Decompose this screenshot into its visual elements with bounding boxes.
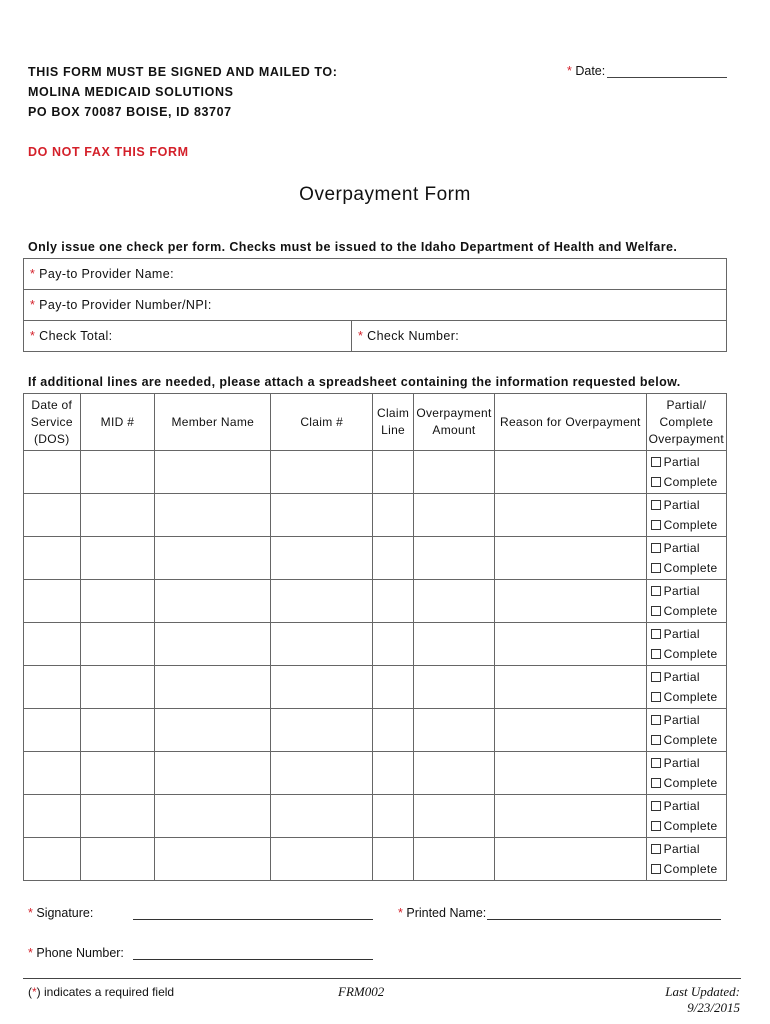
required-marker: * [30, 298, 36, 312]
checkbox-icon[interactable] [651, 778, 661, 788]
mid-cell[interactable] [80, 451, 155, 494]
date-line [607, 77, 727, 78]
partial-complete-cell [646, 838, 726, 881]
complete-label: Complete [663, 475, 718, 489]
checkbox-icon[interactable] [651, 629, 661, 639]
partial-complete-cell [646, 451, 726, 494]
mail-to-text: THIS FORM MUST BE SIGNED AND MAILED TO: [28, 65, 338, 79]
checkbox-icon[interactable] [651, 477, 661, 487]
required-marker: * [30, 267, 36, 281]
claim-cell[interactable] [271, 537, 373, 580]
dos-cell[interactable] [24, 451, 81, 494]
partial-option[interactable] [647, 581, 726, 601]
last-updated: Last Updated: 9/23/2015 [665, 984, 740, 1015]
partial-complete-cell [646, 795, 726, 838]
amount-cell[interactable] [414, 795, 495, 838]
mid-cell[interactable] [80, 537, 155, 580]
table-row [24, 838, 727, 881]
claim-cell[interactable] [271, 795, 373, 838]
complete-label: Complete [663, 819, 718, 833]
checkbox-icon[interactable] [651, 715, 661, 725]
additional-lines-note: If additional lines are needed, please attach a spreadsheet containing the information requested below. [28, 375, 681, 389]
dos-cell[interactable] [24, 709, 81, 752]
amount-cell[interactable] [414, 709, 495, 752]
reason-cell[interactable] [494, 666, 646, 709]
member-name-cell[interactable] [155, 752, 271, 795]
dos-cell[interactable] [24, 752, 81, 795]
reason-cell[interactable] [494, 580, 646, 623]
reason-cell[interactable] [494, 494, 646, 537]
footer-divider [23, 978, 741, 979]
claim-line-cell[interactable] [373, 752, 414, 795]
member-name-cell[interactable] [155, 838, 271, 881]
required-marker: * [398, 906, 403, 920]
reason-cell[interactable] [494, 537, 646, 580]
reason-cell[interactable] [494, 838, 646, 881]
partial-option[interactable] [647, 839, 726, 859]
required-note-text: indicates a required field [44, 985, 175, 999]
complete-option[interactable] [647, 558, 726, 578]
table-row [24, 537, 727, 580]
mid-cell[interactable] [80, 795, 155, 838]
claim-line-cell[interactable] [373, 494, 414, 537]
checkbox-icon[interactable] [651, 672, 661, 682]
phone-label: Phone Number: [36, 946, 124, 960]
required-marker: * [30, 329, 36, 343]
signature-field[interactable] [28, 906, 93, 920]
complete-option[interactable] [647, 515, 726, 535]
complete-label: Complete [663, 776, 718, 790]
partial-option[interactable] [647, 796, 726, 816]
amount-cell[interactable] [414, 537, 495, 580]
claim-line-cell[interactable] [373, 537, 414, 580]
amount-cell[interactable] [414, 623, 495, 666]
complete-option[interactable] [647, 601, 726, 621]
member-name-cell[interactable] [155, 795, 271, 838]
mid-cell[interactable] [80, 494, 155, 537]
dos-cell[interactable] [24, 580, 81, 623]
checkbox-icon[interactable] [651, 520, 661, 530]
partial-option[interactable] [647, 452, 726, 472]
claim-cell[interactable] [271, 838, 373, 881]
provider-number-cell[interactable] [24, 290, 727, 321]
claim-cell[interactable] [271, 623, 373, 666]
partial-label: Partial [663, 498, 700, 512]
table-row [24, 623, 727, 666]
provider-name-label: Pay-to Provider Name: [39, 267, 174, 281]
reason-cell[interactable] [494, 795, 646, 838]
member-name-cell[interactable] [155, 537, 271, 580]
col-dos: Date of Service (DOS) [24, 394, 81, 451]
col-member-name: Member Name [155, 394, 271, 451]
partial-complete-cell [646, 666, 726, 709]
required-note: (*) indicates a required field [28, 985, 175, 999]
reason-cell[interactable] [494, 709, 646, 752]
partial-complete-cell [646, 580, 726, 623]
mid-cell[interactable] [80, 752, 155, 795]
amount-cell[interactable] [414, 666, 495, 709]
mailing-address: PO BOX 70087 BOISE, ID 83707 [28, 105, 232, 119]
amount-cell[interactable] [414, 838, 495, 881]
col-reason: Reason for Overpayment [494, 394, 646, 451]
checkbox-icon[interactable] [651, 649, 661, 659]
partial-complete-cell [646, 537, 726, 580]
partial-complete-cell [646, 709, 726, 752]
complete-label: Complete [663, 690, 718, 704]
signature-label: Signature: [36, 906, 94, 920]
table-row [24, 795, 727, 838]
amount-cell[interactable] [414, 494, 495, 537]
claim-cell[interactable] [271, 580, 373, 623]
mail-to-heading [28, 62, 338, 122]
complete-label: Complete [663, 604, 718, 618]
complete-option[interactable] [647, 773, 726, 793]
date-label: Date: [575, 64, 606, 78]
checkbox-icon[interactable] [651, 606, 661, 616]
required-marker: * [28, 946, 33, 960]
member-name-cell[interactable] [155, 666, 271, 709]
claim-cell[interactable] [271, 494, 373, 537]
check-total-label: Check Total: [39, 329, 113, 343]
table-row [24, 580, 727, 623]
provider-name-row[interactable] [24, 259, 727, 290]
checkbox-icon[interactable] [651, 500, 661, 510]
check-total-cell[interactable] [24, 321, 352, 352]
check-number-label: Check Number: [367, 329, 460, 343]
checkbox-icon[interactable] [651, 821, 661, 831]
complete-label: Complete [663, 518, 718, 532]
table-row [24, 494, 727, 537]
complete-option[interactable] [647, 472, 726, 492]
partial-option[interactable] [647, 753, 726, 773]
checkbox-icon[interactable] [651, 457, 661, 467]
reason-cell[interactable] [494, 451, 646, 494]
checkbox-icon[interactable] [651, 735, 661, 745]
checkbox-icon[interactable] [651, 563, 661, 573]
dos-cell[interactable] [24, 666, 81, 709]
printed-name-line [487, 919, 721, 920]
claim-line-cell[interactable] [373, 709, 414, 752]
col-mid: MID # [80, 394, 155, 451]
claim-cell[interactable] [271, 451, 373, 494]
claim-line-cell[interactable] [373, 580, 414, 623]
table-row [24, 451, 727, 494]
complete-option[interactable] [647, 859, 726, 879]
provider-name-cell[interactable] [24, 259, 727, 290]
complete-label: Complete [663, 733, 718, 747]
partial-option[interactable] [647, 624, 726, 644]
overpayment-lines-table [23, 393, 727, 881]
partial-complete-cell [646, 494, 726, 537]
complete-option[interactable] [647, 816, 726, 836]
check-number-cell[interactable] [352, 321, 727, 352]
member-name-cell[interactable] [155, 451, 271, 494]
dos-cell[interactable] [24, 623, 81, 666]
reason-cell[interactable] [494, 752, 646, 795]
complete-option[interactable] [647, 730, 726, 750]
table-row [24, 666, 727, 709]
partial-label: Partial [663, 756, 700, 770]
required-marker: * [32, 985, 37, 999]
claim-cell[interactable] [271, 709, 373, 752]
partial-label: Partial [663, 541, 700, 555]
amount-cell[interactable] [414, 580, 495, 623]
no-fax-warning: DO NOT FAX THIS FORM [28, 145, 189, 159]
claim-line-cell[interactable] [373, 666, 414, 709]
partial-label: Partial [663, 584, 700, 598]
check-row[interactable] [24, 321, 727, 352]
checkbox-icon[interactable] [651, 543, 661, 553]
member-name-cell[interactable] [155, 580, 271, 623]
provider-number-row[interactable] [24, 290, 727, 321]
partial-option[interactable] [647, 710, 726, 730]
phone-field[interactable] [28, 946, 124, 960]
required-marker: * [567, 64, 572, 78]
complete-label: Complete [663, 561, 718, 575]
member-name-cell[interactable] [155, 494, 271, 537]
partial-complete-cell [646, 752, 726, 795]
complete-option[interactable] [647, 687, 726, 707]
required-marker: * [358, 329, 364, 343]
member-name-cell[interactable] [155, 709, 271, 752]
provider-info-table [23, 258, 727, 352]
partial-label: Partial [663, 627, 700, 641]
organization-name: MOLINA MEDICAID SOLUTIONS [28, 85, 234, 99]
partial-option[interactable] [647, 495, 726, 515]
col-partial-complete: Partial/ Complete Overpayment [646, 394, 726, 451]
date-field[interactable] [567, 64, 605, 78]
checkbox-icon[interactable] [651, 801, 661, 811]
phone-line [133, 959, 373, 960]
table-row [24, 709, 727, 752]
mid-cell[interactable] [80, 709, 155, 752]
claim-line-cell[interactable] [373, 838, 414, 881]
reason-cell[interactable] [494, 623, 646, 666]
table-header-row [24, 394, 727, 451]
checkbox-icon[interactable] [651, 586, 661, 596]
signature-line [133, 919, 373, 920]
complete-label: Complete [663, 647, 718, 661]
checkbox-icon[interactable] [651, 758, 661, 768]
member-name-cell[interactable] [155, 623, 271, 666]
form-code: FRM002 [338, 984, 385, 999]
checkbox-icon[interactable] [651, 864, 661, 874]
col-claim-line: Claim Line [373, 394, 414, 451]
col-overpayment-amount: Overpayment Amount [414, 394, 495, 451]
complete-label: Complete [663, 862, 718, 876]
amount-cell[interactable] [414, 451, 495, 494]
dos-cell[interactable] [24, 795, 81, 838]
partial-label: Partial [663, 455, 700, 469]
mid-cell[interactable] [80, 666, 155, 709]
mid-cell[interactable] [80, 580, 155, 623]
dos-cell[interactable] [24, 537, 81, 580]
mid-cell[interactable] [80, 623, 155, 666]
partial-label: Partial [663, 713, 700, 727]
claim-cell[interactable] [271, 752, 373, 795]
partial-option[interactable] [647, 538, 726, 558]
partial-complete-cell [646, 623, 726, 666]
col-claim: Claim # [271, 394, 373, 451]
provider-number-label: Pay-to Provider Number/NPI: [39, 298, 212, 312]
checkbox-icon[interactable] [651, 844, 661, 854]
required-marker: * [28, 906, 33, 920]
table-row [24, 752, 727, 795]
checkbox-icon[interactable] [651, 692, 661, 702]
form-title: Overpayment Form [299, 184, 471, 205]
dos-cell[interactable] [24, 494, 81, 537]
claim-cell[interactable] [271, 666, 373, 709]
check-instruction: Only issue one check per form. Checks must be issued to the Idaho Department of Health and Welfare. [28, 240, 678, 254]
partial-label: Partial [663, 799, 700, 813]
dos-cell[interactable] [24, 838, 81, 881]
claim-line-cell[interactable] [373, 451, 414, 494]
claim-line-cell[interactable] [373, 795, 414, 838]
printed-name-field[interactable] [398, 906, 486, 920]
partial-label: Partial [663, 670, 700, 684]
partial-option[interactable] [647, 667, 726, 687]
partial-label: Partial [663, 842, 700, 856]
complete-option[interactable] [647, 644, 726, 664]
mid-cell[interactable] [80, 838, 155, 881]
claim-line-cell[interactable] [373, 623, 414, 666]
amount-cell[interactable] [414, 752, 495, 795]
printed-name-label: Printed Name: [406, 906, 487, 920]
